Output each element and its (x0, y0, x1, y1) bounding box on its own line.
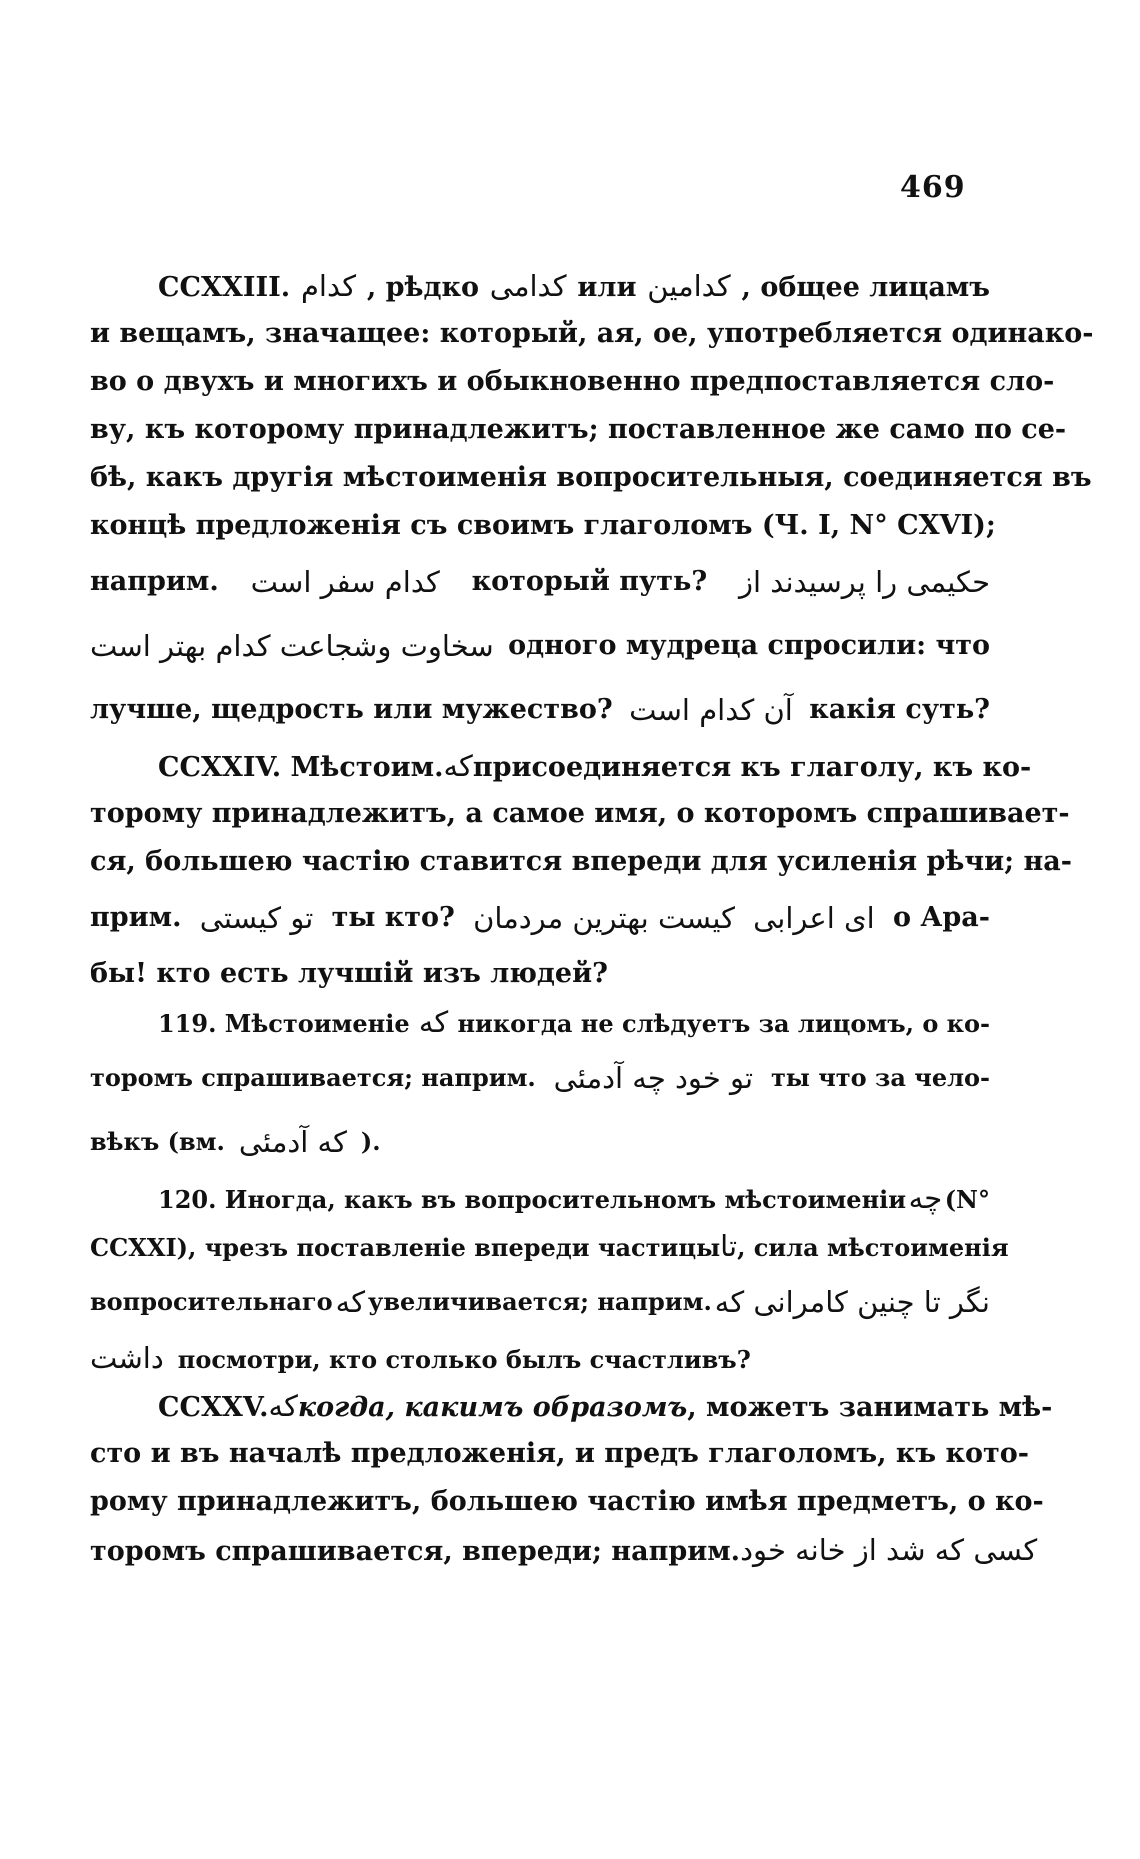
persian-text: که (418, 1005, 449, 1039)
russian-text: во о двухъ и многихъ и обыкновенно предпоставляется сло- (90, 366, 1055, 397)
text-line (90, 358, 1055, 406)
persian-text: کدامی (489, 269, 567, 303)
persian-text: که آدمئی (238, 1125, 347, 1159)
text-line (90, 310, 1094, 358)
russian-text: вопросительнаго (90, 1287, 333, 1316)
persian-text: که (268, 1389, 298, 1423)
text-line (90, 950, 990, 998)
russian-text: прим. (90, 902, 182, 933)
italic-text: когда, какимъ образомъ (297, 1392, 688, 1423)
russian-text: ты что за чело- (770, 1063, 990, 1092)
text-line (90, 1526, 1038, 1574)
russian-text: , рѣдко (366, 272, 479, 303)
russian-text: CCXXI), чрезъ поставленіе впереди частицы (90, 1233, 721, 1262)
text-line (90, 838, 1072, 886)
russian-text: какія суть? (809, 694, 990, 725)
text-line (90, 1222, 1009, 1270)
russian-text: вѣкъ (вм. (90, 1127, 225, 1156)
text-line (90, 502, 996, 550)
russian-text: CCXXV. (158, 1392, 269, 1423)
persian-text: تو کیستی (199, 901, 314, 935)
russian-text: присоединяется къ глаголу, къ ко- (472, 752, 1032, 783)
text-line (90, 614, 990, 678)
russian-text: торому принадлежитъ, а самое имя, о которомъ спрашивает- (90, 798, 1070, 829)
russian-text: концѣ предложенія съ своимъ глаголомъ (Ч. I, N° CXVI); (90, 510, 996, 541)
persian-text: تا (720, 1229, 738, 1263)
persian-text: ای اعرابی (753, 901, 875, 935)
russian-text: увеличивается; наприм. (368, 1287, 712, 1316)
text-line (90, 790, 1070, 838)
russian-text: CCXXIII. (158, 272, 291, 303)
persian-text: داشت (90, 1341, 164, 1375)
text-line (90, 1334, 990, 1382)
text-line (90, 454, 1092, 502)
text-line (90, 1478, 1044, 1526)
persian-text: آن کدام است (629, 693, 793, 727)
russian-text: CCXXIV. Мѣстоим. (158, 752, 444, 783)
persian-text: کیست بهترین مردمان (473, 901, 735, 935)
persian-text: نگر تا چنین کامرانی که (714, 1285, 990, 1319)
russian-text: о Ара- (892, 902, 990, 933)
russian-text: наприм. (90, 566, 219, 597)
russian-text: 120. Иногда, какъ въ вопросительномъ мѣстоименіи (158, 1185, 907, 1214)
russian-text: , сила мѣстоименія (737, 1233, 1009, 1262)
body-text (90, 262, 1094, 1574)
text-line (90, 1174, 990, 1222)
text-line (90, 678, 990, 742)
russian-text: торомъ спрашивается; наприм. (90, 1063, 536, 1092)
russian-text: который путь? (471, 566, 708, 597)
persian-text: که (443, 749, 473, 783)
russian-text: , общее лицамъ (741, 272, 990, 303)
russian-text: (N° (944, 1185, 990, 1214)
text-line (90, 406, 1067, 454)
russian-text: бѣ, какъ другія мѣстоименія вопросительныя, соединяется въ (90, 462, 1092, 493)
text-line (90, 1110, 990, 1174)
russian-text: ты кто? (331, 902, 455, 933)
persian-text: کدام سفر است (250, 565, 440, 599)
text-line (90, 1046, 990, 1110)
text-line (90, 1382, 1053, 1430)
page-number: 469 (900, 170, 966, 205)
russian-text: 119. Мѣстоименіе (158, 1009, 410, 1038)
russian-text: и вещамъ, значащее: который, ая, ое, употребляется одинако- (90, 318, 1094, 349)
russian-text: посмотри, кто столько былъ счастливъ? (177, 1345, 751, 1374)
text-line (90, 886, 990, 950)
persian-text: تو خود چه آدمئی (553, 1061, 754, 1095)
russian-text: ). (360, 1127, 381, 1156)
text-line (90, 550, 990, 614)
text-line (90, 1270, 990, 1334)
persian-text: سخاوت وشجاعت کدام بهتر است (90, 629, 494, 663)
text-line (90, 742, 1032, 790)
russian-text: сто и въ началѣ предложенія, и предъ глаголомъ, къ кото- (90, 1438, 1029, 1469)
russian-text: , можетъ занимать мѣ- (687, 1392, 1053, 1423)
text-line (90, 262, 990, 310)
persian-text: چه (908, 1181, 943, 1215)
russian-text: одного мудреца спросили: что (508, 630, 990, 661)
persian-text: کدامین (647, 269, 731, 303)
persian-text: حکیمی را پرسیدند از (738, 565, 990, 599)
russian-text: или (577, 272, 637, 303)
persian-text: که (335, 1285, 365, 1319)
russian-text: торомъ спрашивается, впереди; наприм. (90, 1536, 741, 1567)
text-line (90, 1430, 1029, 1478)
russian-text: никогда не слѣдуетъ за лицомъ, о ко- (457, 1009, 990, 1038)
russian-text: лучше, щедрость или мужество? (90, 694, 613, 725)
persian-text: کدام (300, 269, 357, 303)
persian-text: کسی که شد از خانه خود (740, 1533, 1038, 1567)
russian-text: ву, къ которому принадлежитъ; поставленное же само по се- (90, 414, 1067, 445)
text-line (90, 998, 990, 1046)
russian-text: рому принадлежитъ, большею частію имѣя предметъ, о ко- (90, 1486, 1044, 1517)
russian-text: ся, большею частію ставится впереди для усиленія рѣчи; на- (90, 846, 1072, 877)
russian-text: бы! кто есть лучшій изъ людей? (90, 958, 608, 989)
